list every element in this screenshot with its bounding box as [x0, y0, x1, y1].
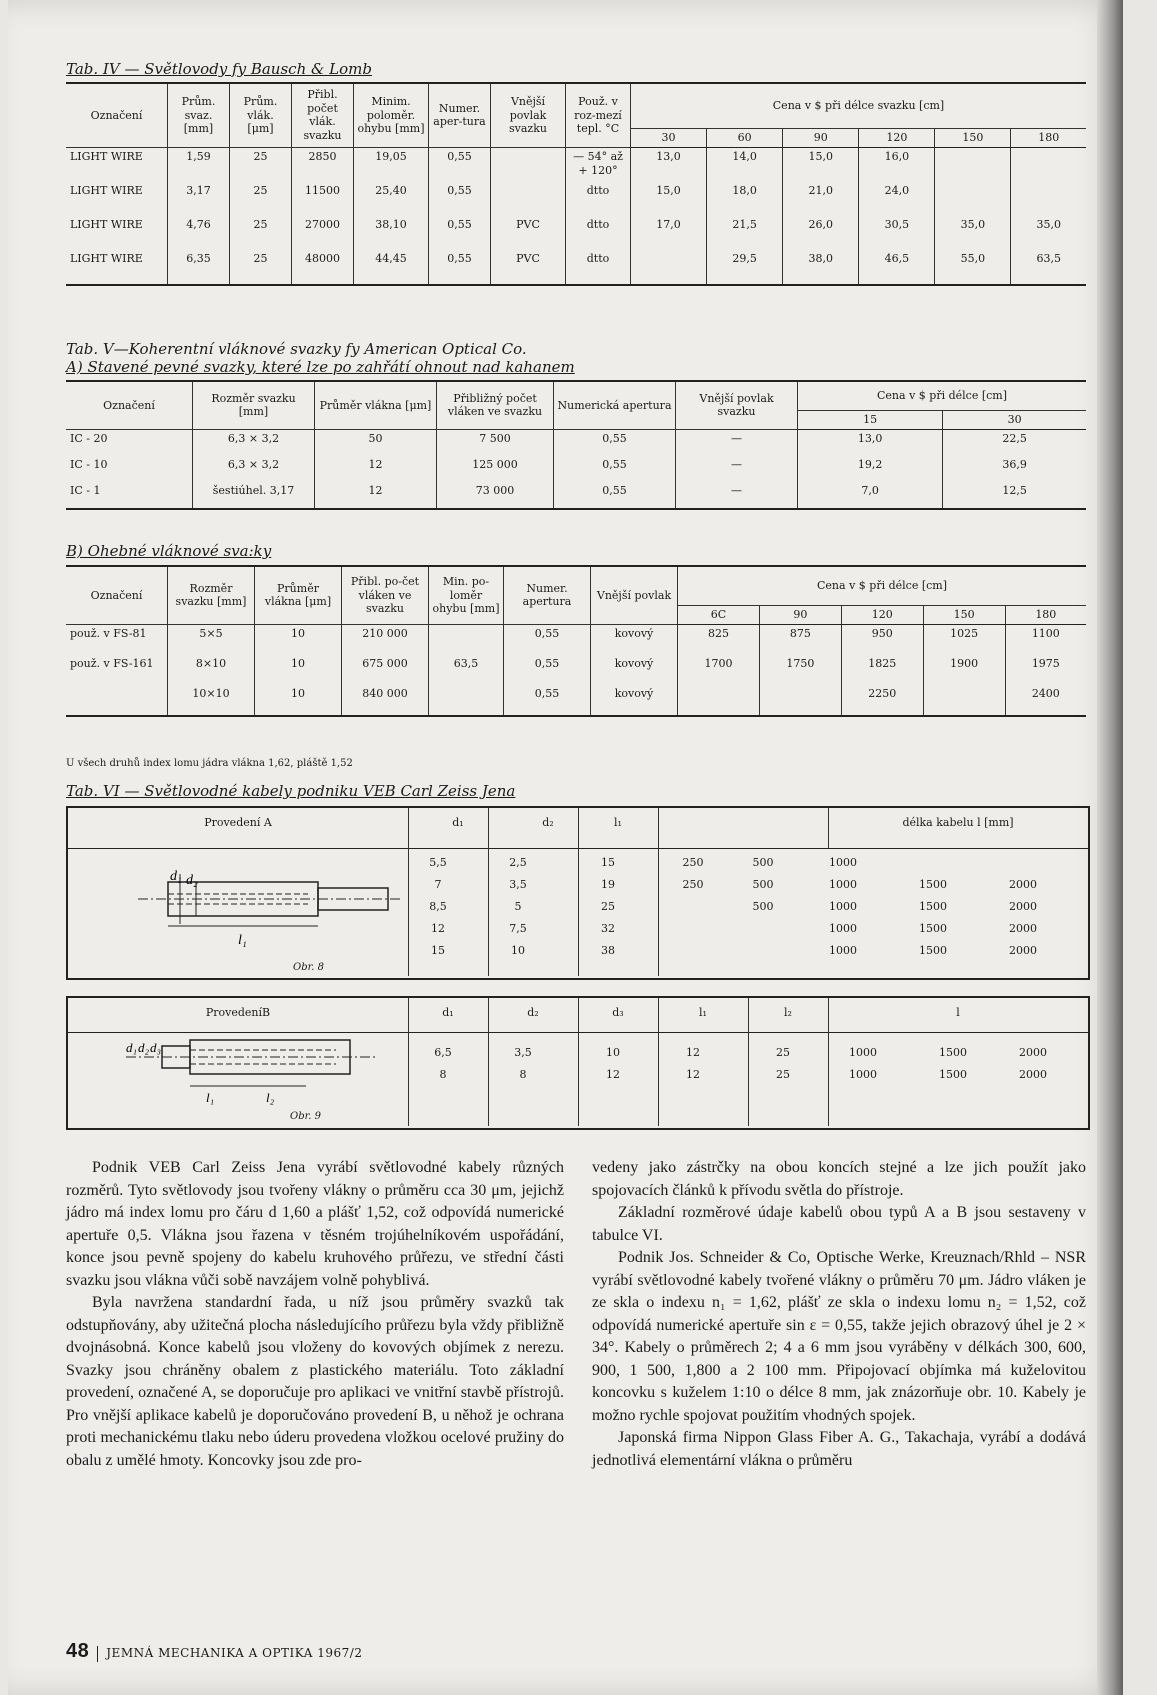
table-cell: LIGHT WIRE	[70, 183, 143, 197]
tab5a-header: Cena v $ při délce [cm]	[798, 381, 1087, 411]
tab6b-header: d₃	[612, 1006, 624, 1019]
table-row	[66, 624, 1086, 655]
col-divider	[658, 848, 659, 976]
table-cell: 15,0	[783, 147, 859, 182]
tab6b-header: ProvedeníB	[205, 1006, 271, 1019]
paragraph: vedeny jako zástrčky na obou koncích stejné a lze jich použít jako spojovacích článků k přívodu světla do přístroje.	[592, 1159, 1086, 1199]
table-cell: 12	[315, 482, 437, 509]
tab5-note: U všech druhů index lomu jádra vlákna 1,62, pláště 1,52	[66, 758, 353, 769]
tab6b-header: l₂	[784, 1006, 792, 1019]
table-cell: 0,55	[429, 250, 491, 285]
journal-name: JEMNÁ MECHANIKA A OPTIKA 1967/2	[106, 1646, 363, 1660]
tab4-header: Numer. aper-tura	[429, 83, 491, 147]
table-cell: 8	[439, 1068, 447, 1081]
tab4-caption: Tab. IV — Světlovody fy Bausch & Lomb	[66, 60, 372, 78]
table-cell: 10×10	[168, 685, 255, 716]
page-spine	[1097, 0, 1123, 1695]
table-cell: 26,0	[783, 216, 859, 250]
table-cell: 2000	[1009, 900, 1037, 913]
table-cell: 48000	[292, 250, 354, 285]
table-cell: 7,5	[509, 922, 527, 935]
tab6a-header: Provedení A	[204, 816, 272, 829]
table-cell: 1000	[829, 922, 857, 935]
table-cell: 63,5	[429, 655, 504, 685]
table-cell: 2000	[1019, 1068, 1047, 1081]
table-cell: 500	[752, 878, 774, 891]
table-cell: 2850	[292, 147, 354, 182]
table-cell: 15,0	[631, 182, 707, 216]
table-cell: —	[676, 456, 798, 482]
table-cell: 6,3 × 3,2	[193, 429, 315, 456]
table-cell: 63,5	[1011, 250, 1086, 285]
tab6a-box	[66, 806, 1090, 980]
col-divider	[488, 998, 489, 1032]
table-cell: dtto	[566, 250, 631, 285]
table-row	[66, 147, 1086, 182]
tab5a-header: Označení	[66, 381, 193, 429]
table-row	[66, 182, 1086, 216]
dimension-label: l₂	[266, 1090, 275, 1105]
table-cell: 13,0	[798, 429, 943, 456]
table-cell: 3,5	[514, 1046, 532, 1059]
tab5a-header: Rozměr svazku [mm]	[193, 381, 315, 429]
dimension-label: d₂	[138, 1040, 150, 1055]
dimension-label: l₁	[206, 1090, 215, 1105]
length-header: 30	[943, 411, 1086, 430]
table-cell: 10	[255, 655, 342, 685]
table-cell: 38,0	[783, 250, 859, 285]
table-cell: 2000	[1009, 878, 1037, 891]
table-cell: LIGHT WIRE	[70, 149, 143, 163]
dimension-label: d₁	[126, 1040, 138, 1055]
col-divider	[408, 998, 409, 1032]
table-cell	[491, 182, 566, 216]
table-cell: 32	[601, 922, 615, 935]
table-row	[66, 655, 1086, 685]
table-cell: 1025	[923, 624, 1005, 655]
table-cell: 50	[315, 429, 437, 456]
table-cell: 6,5	[434, 1046, 452, 1059]
table-cell: 1,59	[168, 147, 230, 182]
table-cell: 7,0	[798, 482, 943, 509]
tab5b-header: Cena v $ při délce [cm]	[678, 566, 1087, 606]
table-cell: 7	[434, 878, 442, 891]
table-cell: 500	[752, 900, 774, 913]
table-cell: 12	[431, 922, 445, 935]
table-cell: LIGHT WIRE	[70, 251, 143, 265]
length-header: 120	[859, 129, 935, 148]
table-cell: 19,2	[798, 456, 943, 482]
table-row	[66, 456, 1086, 482]
table-cell: 1825	[841, 655, 923, 685]
table-cell	[1011, 182, 1086, 216]
tab6-caption: Tab. VI — Světlovodné kabely podniku VEB Carl Zeiss Jena	[66, 782, 516, 800]
tab5b-header: Vnější povlak	[591, 566, 678, 624]
tab5a-table	[66, 380, 1086, 510]
table-cell: 875	[759, 624, 841, 655]
table-cell: 14,0	[707, 147, 783, 182]
table-cell: 2000	[1009, 922, 1037, 935]
table-cell: 25	[230, 250, 292, 285]
paragraph: Podnik Jos. Schneider & Co, Optische Werke, Kreuznach/Rhld – NSR vyrábí světlovodné kabely tvořené vlákny o průměru 70 μm. Jádro vláken je ze skla o indexu n₁ = 1,62, plášť ze skla o indexu lomu n₂ = 1,52, což odpovídá numerické apertuře sin ε = 0,55, takže jejich obrazový úhel je 2 × 34°. Kabely o průměrech 2; 4 a 6 mm jsou vyráběny v délkách 300, 600, 900, 1 500, 1,800 a 2 100 mm. Připojovací objímka má kuželovitou koncovku s kuželem 1:10 o délce 8 mm, jak znázorňuje obr. 10. Kabely je možno rychle spojovat použitím vhodných spojek.	[592, 1249, 1086, 1424]
table-cell	[491, 147, 566, 182]
tab4-header: Vnější povlak svazku	[491, 83, 566, 147]
dimension-label: d₁	[170, 869, 182, 884]
text-column-left	[66, 1157, 564, 1472]
fig9-caption: Obr. 9	[290, 1111, 322, 1122]
table-cell: 950	[841, 624, 923, 655]
tab5-sub-a: A) Stavené pevné svazky, které lze po zahřátí ohnout nad kahanem	[66, 358, 575, 376]
col-divider	[408, 808, 409, 848]
table-cell: 25	[230, 216, 292, 250]
table-cell	[1011, 147, 1086, 182]
table-cell: 0,55	[429, 216, 491, 250]
table-cell: 10	[255, 685, 342, 716]
table-cell: použ. v FS-161	[70, 656, 154, 670]
table-cell: 1500	[919, 878, 947, 891]
table-cell: 15	[601, 856, 615, 869]
table-cell: 10	[255, 624, 342, 655]
paragraph: Podnik VEB Carl Zeiss Jena vyrábí světlovodné kabely různých rozměrů. Tyto světlovody jsou tvořeny vlákny o průměru cca 30 μm, jejichž jádro má index lomu pro čáru d 1,60 a plášť 1,52, což odpovídá numerické apertuře 0,5. Vlákna jsou řazena v těsném trojúhelníkovém uspořádání, konce jsou pevně spojeny do kabelu kruhového průřezu, ve střední části svazku jsou vlákna vůči sobě navzájem volně pohyblivá.	[66, 1159, 564, 1289]
tab4-header: Cena v $ při délce svazku [cm]	[631, 83, 1087, 129]
table-cell: 1750	[759, 655, 841, 685]
col-divider	[658, 1032, 659, 1126]
table-cell: 19,05	[354, 147, 429, 182]
col-divider	[828, 998, 829, 1032]
table-cell: 25	[230, 147, 292, 182]
table-cell: 1500	[939, 1068, 967, 1081]
table-cell: 12	[686, 1068, 700, 1081]
page	[8, 0, 1123, 1695]
dimension-label: d₃	[150, 1040, 162, 1055]
table-cell: 73 000	[437, 482, 554, 509]
table-cell: 1000	[849, 1068, 877, 1081]
table-cell: dtto	[566, 182, 631, 216]
table-cell: 22,5	[943, 429, 1086, 456]
tab6a-header: délka kabelu l [mm]	[902, 816, 1014, 829]
table-cell: 12	[686, 1046, 700, 1059]
tab4-header: Označení	[66, 83, 168, 147]
table-cell: — 54° až + 120°	[566, 147, 631, 182]
tab5-caption: Tab. V—Koherentní vláknové svazky fy American Optical Co.	[66, 340, 527, 358]
table-cell: 4,76	[168, 216, 230, 250]
tab6b-header: d₁	[442, 1006, 454, 1019]
table-cell: 24,0	[859, 182, 935, 216]
col-divider	[488, 808, 489, 848]
tab4-header: Přibl. počet vlák. svazku	[292, 83, 354, 147]
table-cell: 3,17	[168, 182, 230, 216]
table-cell: 8,5	[429, 900, 447, 913]
text-column-right	[592, 1157, 1086, 1472]
tab5b-header: Přibl. po-čet vláken ve svazku	[342, 566, 429, 624]
paragraph: Základní rozměrové údaje kabelů obou typů A a B jsou sestaveny v tabulce VI.	[592, 1204, 1086, 1244]
table-cell: 500	[752, 856, 774, 869]
length-header: 60	[707, 129, 783, 148]
col-divider	[578, 1032, 579, 1126]
tab6a-header: d₁	[452, 816, 464, 829]
table-cell: 2,5	[509, 856, 527, 869]
table-cell: 8	[519, 1068, 527, 1081]
tab5b-header: Min. po-loměr ohybu [mm]	[429, 566, 504, 624]
table-cell: 6,35	[168, 250, 230, 285]
col-divider	[578, 998, 579, 1032]
dimension-label: d₂	[186, 873, 198, 888]
table-cell: 840 000	[342, 685, 429, 716]
table-cell: 1000	[829, 944, 857, 957]
col-divider	[488, 848, 489, 976]
tab6b-header: l₁	[699, 1006, 707, 1019]
tab5b-header: Rozměr svazku [mm]	[168, 566, 255, 624]
table-cell	[429, 685, 504, 716]
table-cell: 1700	[678, 655, 760, 685]
table-cell: 25	[230, 182, 292, 216]
table-cell: 5	[514, 900, 522, 913]
table-cell	[923, 685, 1005, 716]
table-cell: 7 500	[437, 429, 554, 456]
tab4-header: Minim. poloměr. ohybu [mm]	[354, 83, 429, 147]
table-cell: 38,10	[354, 216, 429, 250]
tab6b-box	[66, 996, 1090, 1130]
table-cell: 1000	[829, 900, 857, 913]
tab5a-header: Numerická apertura	[554, 381, 676, 429]
table-cell: 6,3 × 3,2	[193, 456, 315, 482]
fig8-caption: Obr. 8	[293, 962, 325, 973]
tab5b-table	[66, 565, 1086, 717]
table-cell: 1975	[1005, 655, 1086, 685]
table-cell: 3,5	[509, 878, 527, 891]
table-cell: 25,40	[354, 182, 429, 216]
table-row	[66, 482, 1086, 509]
length-header: 6C	[678, 606, 760, 625]
page-number: 48	[66, 1640, 90, 1662]
table-cell: PVC	[491, 216, 566, 250]
length-header: 90	[783, 129, 859, 148]
table-cell: 8×10	[168, 655, 255, 685]
col-divider	[658, 998, 659, 1032]
table-cell	[759, 685, 841, 716]
table-cell: 35,0	[935, 216, 1011, 250]
table-cell: 675 000	[342, 655, 429, 685]
table-cell: 30,5	[859, 216, 935, 250]
table-cell: 0,55	[504, 655, 591, 685]
tab4-header: Použ. v roz-mezí tepl. °C	[566, 83, 631, 147]
table-cell	[66, 685, 168, 716]
table-cell: 38	[601, 944, 615, 957]
table-row	[66, 685, 1086, 716]
table-cell: 16,0	[859, 147, 935, 182]
length-header: 180	[1005, 606, 1086, 625]
tab4-table	[66, 82, 1086, 286]
table-cell: kovový	[591, 655, 678, 685]
table-cell	[631, 250, 707, 285]
table-cell: 25	[601, 900, 615, 913]
length-header: 15	[798, 411, 943, 430]
tab6a-header: d₂	[542, 816, 554, 829]
col-divider	[828, 1032, 829, 1126]
table-cell: 0,55	[504, 685, 591, 716]
tab5b-header: Numer. apertura	[504, 566, 591, 624]
table-cell: 0,55	[504, 624, 591, 655]
col-divider	[748, 998, 749, 1032]
table-cell: 0,55	[554, 429, 676, 456]
table-cell: 1500	[919, 900, 947, 913]
length-header: 150	[923, 606, 1005, 625]
table-cell: 18,0	[707, 182, 783, 216]
tab5a-header: Přibližný počet vláken ve svazku	[437, 381, 554, 429]
dimension-label: l₁	[238, 933, 247, 948]
length-header: 90	[759, 606, 841, 625]
table-cell: 1000	[829, 878, 857, 891]
table-cell: 25	[776, 1046, 790, 1059]
table-cell: 250	[682, 856, 704, 869]
table-cell: 55,0	[935, 250, 1011, 285]
table-cell: 1000	[829, 856, 857, 869]
table-cell: použ. v FS-81	[70, 626, 147, 640]
table-cell: 1000	[849, 1046, 877, 1059]
table-cell: 25	[776, 1068, 790, 1081]
table-cell: PVC	[491, 250, 566, 285]
table-cell	[935, 147, 1011, 182]
table-cell: 35,0	[1011, 216, 1086, 250]
table-cell: 1500	[919, 922, 947, 935]
col-divider	[408, 1032, 409, 1126]
table-cell: 0,55	[429, 147, 491, 182]
tab5b-header: Průměr vlákna [μm]	[255, 566, 342, 624]
figure-9-diagram	[106, 1034, 406, 1114]
table-cell: IC - 1	[70, 483, 101, 497]
table-cell: 15	[431, 944, 445, 957]
table-cell: IC - 10	[70, 457, 108, 471]
table-cell: 44,45	[354, 250, 429, 285]
table-row	[66, 429, 1086, 456]
tab5-sub-b: B) Ohebné vláknové sva:ky	[66, 542, 272, 560]
table-cell: 210 000	[342, 624, 429, 655]
table-cell: 0,55	[429, 182, 491, 216]
table-cell: 27000	[292, 216, 354, 250]
table-cell: —	[676, 482, 798, 509]
table-cell: 13,0	[631, 147, 707, 182]
length-header: 150	[935, 129, 1011, 148]
table-cell: 250	[682, 878, 704, 891]
table-cell: 19	[601, 878, 615, 891]
table-row	[66, 250, 1086, 285]
table-cell: 0,55	[554, 456, 676, 482]
table-cell: LIGHT WIRE	[70, 217, 143, 231]
tab4-header: Prům. svaz. [mm]	[168, 83, 230, 147]
col-divider	[488, 1032, 489, 1126]
table-cell: 125 000	[437, 456, 554, 482]
table-cell: dtto	[566, 216, 631, 250]
table-cell: 1500	[919, 944, 947, 957]
col-divider	[658, 808, 659, 848]
table-cell: 2250	[841, 685, 923, 716]
table-cell: 2400	[1005, 685, 1086, 716]
table-cell: šestiúhel. 3,17	[193, 482, 315, 509]
table-cell: 17,0	[631, 216, 707, 250]
table-cell: 12	[606, 1068, 620, 1081]
table-cell: IC - 20	[70, 431, 108, 445]
table-cell	[678, 685, 760, 716]
table-cell	[429, 624, 504, 655]
table-cell: 10	[606, 1046, 620, 1059]
table-cell: 0,55	[554, 482, 676, 509]
table-cell: 29,5	[707, 250, 783, 285]
table-cell: 1100	[1005, 624, 1086, 655]
tab5b-header: Označení	[66, 566, 168, 624]
col-divider	[578, 848, 579, 976]
page-footer	[66, 1640, 362, 1663]
tab6b-header: l	[956, 1006, 960, 1019]
table-cell: 10	[511, 944, 525, 957]
table-cell: 11500	[292, 182, 354, 216]
table-cell	[935, 182, 1011, 216]
table-cell: 21,0	[783, 182, 859, 216]
table-row	[66, 216, 1086, 250]
table-cell: 46,5	[859, 250, 935, 285]
table-cell: 5,5	[429, 856, 447, 869]
tab6b-header: d₂	[527, 1006, 539, 1019]
table-cell: 1900	[923, 655, 1005, 685]
paragraph: Japonská firma Nippon Glass Fiber A. G., Takachaja, vyrábí a dodává jednotlivá elementární vlákna o průměru	[592, 1429, 1086, 1469]
tab4-header: Prům. vlák. [μm]	[230, 83, 292, 147]
table-cell: 21,5	[707, 216, 783, 250]
table-cell: 5×5	[168, 624, 255, 655]
length-header: 120	[841, 606, 923, 625]
paragraph: Byla navržena standardní řada, u níž jsou průměry svazků tak odstupňovány, aby užitečná plocha následujícího průřezu byla vždy přibližně dvojnásobná. Konce kabelů jsou vloženy do kovových objímek z nerezu. Svazky jsou chráněny obalem z plastického materiálu. Toto základní provedení, označené A, se doporučuje pro aplikaci ve vnitřní stavbě přístrojů. Pro vnější aplikace kabelů je doporučováno provedení B, u něhož je ochrana proti mechanickému tlaku nebo úderu provedena vložkou ocelové pružiny do obalu z umělé hmoty. Koncovky jsou zde pro-	[66, 1294, 564, 1469]
table-cell: 2000	[1009, 944, 1037, 957]
table-cell: kovový	[591, 624, 678, 655]
tab5a-header: Vnější povlak svazku	[676, 381, 798, 429]
col-divider	[748, 1032, 749, 1126]
table-cell: 825	[678, 624, 760, 655]
table-cell: —	[676, 429, 798, 456]
tab6a-header: l₁	[614, 816, 622, 829]
table-cell: 36,9	[943, 456, 1086, 482]
table-cell: 12,5	[943, 482, 1086, 509]
table-cell: 12	[315, 456, 437, 482]
figure-8-diagram	[118, 854, 418, 964]
tab5a-header: Průměr vlákna [μm]	[315, 381, 437, 429]
table-cell: 1500	[939, 1046, 967, 1059]
table-cell: kovový	[591, 685, 678, 716]
length-header: 180	[1011, 129, 1086, 148]
table-cell: 2000	[1019, 1046, 1047, 1059]
length-header: 30	[631, 129, 707, 148]
